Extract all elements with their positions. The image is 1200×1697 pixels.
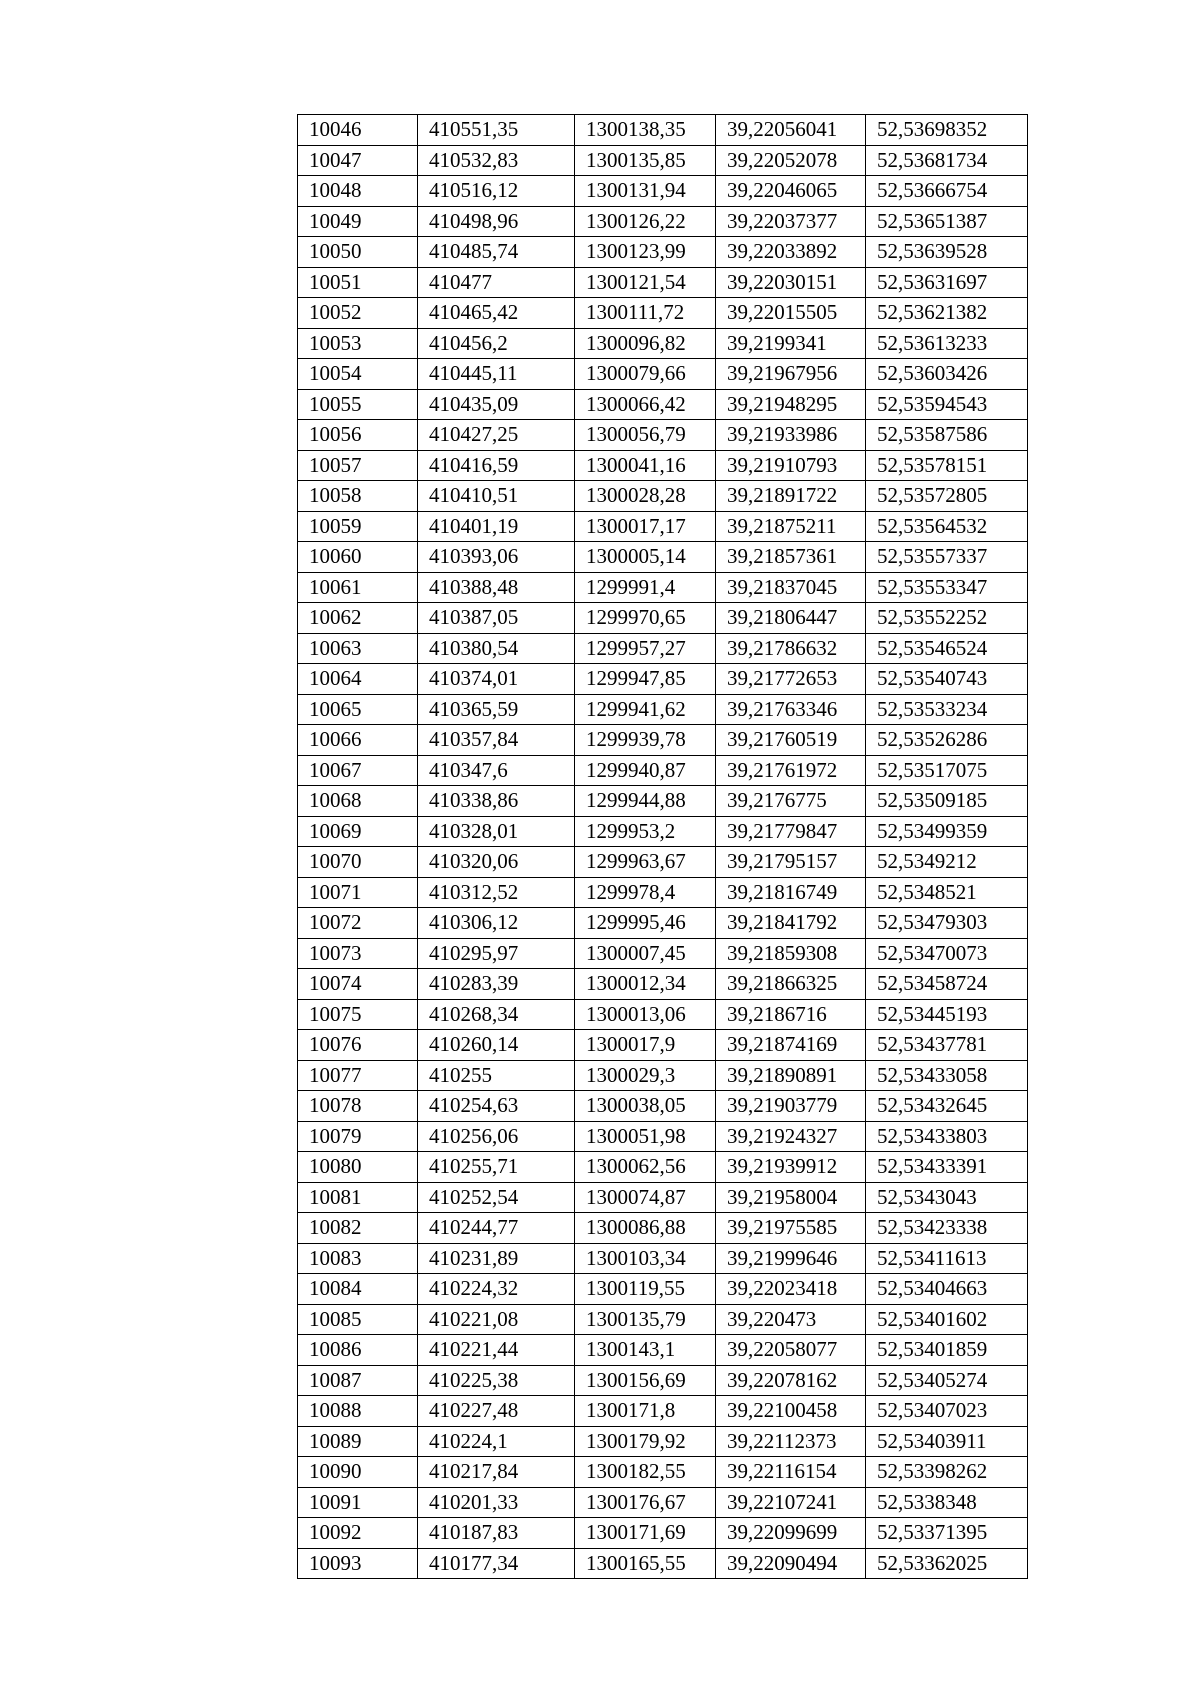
point-id-cell: 10064 <box>298 664 418 695</box>
latitude-cell: 52,53432645 <box>866 1091 1028 1122</box>
y-coordinate-cell: 1299963,67 <box>575 847 716 878</box>
point-id-cell: 10091 <box>298 1487 418 1518</box>
x-coordinate-cell: 410435,09 <box>418 389 575 420</box>
longitude-cell: 39,21779847 <box>716 816 866 847</box>
y-coordinate-cell: 1300005,14 <box>575 542 716 573</box>
longitude-cell: 39,21866325 <box>716 969 866 1000</box>
longitude-cell: 39,22078162 <box>716 1365 866 1396</box>
y-coordinate-cell: 1300029,3 <box>575 1060 716 1091</box>
point-id-cell: 10062 <box>298 603 418 634</box>
point-id-cell: 10078 <box>298 1091 418 1122</box>
longitude-cell: 39,21786632 <box>716 633 866 664</box>
latitude-cell: 52,53631697 <box>866 267 1028 298</box>
table-row <box>298 694 1028 725</box>
y-coordinate-cell: 1300056,79 <box>575 420 716 451</box>
longitude-cell: 39,21948295 <box>716 389 866 420</box>
coordinates-table <box>297 114 1028 1579</box>
longitude-cell: 39,21857361 <box>716 542 866 573</box>
table-row <box>298 816 1028 847</box>
point-id-cell: 10052 <box>298 298 418 329</box>
point-id-cell: 10092 <box>298 1518 418 1549</box>
table-row <box>298 1182 1028 1213</box>
point-id-cell: 10054 <box>298 359 418 390</box>
point-id-cell: 10090 <box>298 1457 418 1488</box>
point-id-cell: 10060 <box>298 542 418 573</box>
point-id-cell: 10073 <box>298 938 418 969</box>
longitude-cell: 39,21890891 <box>716 1060 866 1091</box>
x-coordinate-cell: 410387,05 <box>418 603 575 634</box>
x-coordinate-cell: 410255,71 <box>418 1152 575 1183</box>
longitude-cell: 39,21891722 <box>716 481 866 512</box>
latitude-cell: 52,53470073 <box>866 938 1028 969</box>
table-row <box>298 786 1028 817</box>
point-id-cell: 10083 <box>298 1243 418 1274</box>
longitude-cell: 39,2186716 <box>716 999 866 1030</box>
table-row <box>298 1335 1028 1366</box>
latitude-cell: 52,53398262 <box>866 1457 1028 1488</box>
point-id-cell: 10071 <box>298 877 418 908</box>
point-id-cell: 10067 <box>298 755 418 786</box>
point-id-cell: 10050 <box>298 237 418 268</box>
y-coordinate-cell: 1300111,72 <box>575 298 716 329</box>
table-row <box>298 176 1028 207</box>
x-coordinate-cell: 410255 <box>418 1060 575 1091</box>
y-coordinate-cell: 1300079,66 <box>575 359 716 390</box>
point-id-cell: 10047 <box>298 145 418 176</box>
y-coordinate-cell: 1300135,85 <box>575 145 716 176</box>
y-coordinate-cell: 1300138,35 <box>575 115 716 146</box>
longitude-cell: 39,2199341 <box>716 328 866 359</box>
point-id-cell: 10056 <box>298 420 418 451</box>
table-row <box>298 298 1028 329</box>
longitude-cell: 39,21763346 <box>716 694 866 725</box>
y-coordinate-cell: 1300086,88 <box>575 1213 716 1244</box>
latitude-cell: 52,53587586 <box>866 420 1028 451</box>
table-row <box>298 1213 1028 1244</box>
latitude-cell: 52,53698352 <box>866 115 1028 146</box>
table-row <box>298 1121 1028 1152</box>
y-coordinate-cell: 1300182,55 <box>575 1457 716 1488</box>
x-coordinate-cell: 410551,35 <box>418 115 575 146</box>
longitude-cell: 39,21837045 <box>716 572 866 603</box>
point-id-cell: 10081 <box>298 1182 418 1213</box>
x-coordinate-cell: 410177,34 <box>418 1548 575 1579</box>
y-coordinate-cell: 1300074,87 <box>575 1182 716 1213</box>
table-row <box>298 969 1028 1000</box>
longitude-cell: 39,21958004 <box>716 1182 866 1213</box>
latitude-cell: 52,53401859 <box>866 1335 1028 1366</box>
longitude-cell: 39,21999646 <box>716 1243 866 1274</box>
y-coordinate-cell: 1300119,55 <box>575 1274 716 1305</box>
latitude-cell: 52,53405274 <box>866 1365 1028 1396</box>
x-coordinate-cell: 410306,12 <box>418 908 575 939</box>
y-coordinate-cell: 1299944,88 <box>575 786 716 817</box>
x-coordinate-cell: 410357,84 <box>418 725 575 756</box>
latitude-cell: 52,53666754 <box>866 176 1028 207</box>
latitude-cell: 52,53499359 <box>866 816 1028 847</box>
y-coordinate-cell: 1300038,05 <box>575 1091 716 1122</box>
x-coordinate-cell: 410268,34 <box>418 999 575 1030</box>
table-row <box>298 1457 1028 1488</box>
longitude-cell: 39,22116154 <box>716 1457 866 1488</box>
table-row <box>298 115 1028 146</box>
latitude-cell: 52,53362025 <box>866 1548 1028 1579</box>
latitude-cell: 52,53613233 <box>866 328 1028 359</box>
table-row <box>298 1274 1028 1305</box>
latitude-cell: 52,53401602 <box>866 1304 1028 1335</box>
table-row <box>298 633 1028 664</box>
point-id-cell: 10065 <box>298 694 418 725</box>
x-coordinate-cell: 410224,1 <box>418 1426 575 1457</box>
latitude-cell: 52,5348521 <box>866 877 1028 908</box>
longitude-cell: 39,22033892 <box>716 237 866 268</box>
latitude-cell: 52,53639528 <box>866 237 1028 268</box>
y-coordinate-cell: 1300041,16 <box>575 450 716 481</box>
longitude-cell: 39,21806447 <box>716 603 866 634</box>
x-coordinate-cell: 410498,96 <box>418 206 575 237</box>
longitude-cell: 39,21859308 <box>716 938 866 969</box>
table-row <box>298 1304 1028 1335</box>
y-coordinate-cell: 1300179,92 <box>575 1426 716 1457</box>
longitude-cell: 39,22023418 <box>716 1274 866 1305</box>
y-coordinate-cell: 1300176,67 <box>575 1487 716 1518</box>
y-coordinate-cell: 1300017,17 <box>575 511 716 542</box>
y-coordinate-cell: 1300135,79 <box>575 1304 716 1335</box>
point-id-cell: 10051 <box>298 267 418 298</box>
latitude-cell: 52,5349212 <box>866 847 1028 878</box>
y-coordinate-cell: 1300012,34 <box>575 969 716 1000</box>
point-id-cell: 10080 <box>298 1152 418 1183</box>
table-row <box>298 1548 1028 1579</box>
y-coordinate-cell: 1300131,94 <box>575 176 716 207</box>
latitude-cell: 52,53411613 <box>866 1243 1028 1274</box>
point-id-cell: 10085 <box>298 1304 418 1335</box>
latitude-cell: 52,53517075 <box>866 755 1028 786</box>
longitude-cell: 39,21924327 <box>716 1121 866 1152</box>
table-row <box>298 999 1028 1030</box>
longitude-cell: 39,22056041 <box>716 115 866 146</box>
y-coordinate-cell: 1300165,55 <box>575 1548 716 1579</box>
longitude-cell: 39,22015505 <box>716 298 866 329</box>
latitude-cell: 52,53479303 <box>866 908 1028 939</box>
y-coordinate-cell: 1300066,42 <box>575 389 716 420</box>
x-coordinate-cell: 410221,44 <box>418 1335 575 1366</box>
latitude-cell: 52,5343043 <box>866 1182 1028 1213</box>
longitude-cell: 39,21933986 <box>716 420 866 451</box>
x-coordinate-cell: 410187,83 <box>418 1518 575 1549</box>
point-id-cell: 10077 <box>298 1060 418 1091</box>
x-coordinate-cell: 410283,39 <box>418 969 575 1000</box>
latitude-cell: 52,53433058 <box>866 1060 1028 1091</box>
longitude-cell: 39,21761972 <box>716 755 866 786</box>
latitude-cell: 52,53546524 <box>866 633 1028 664</box>
table-row <box>298 755 1028 786</box>
x-coordinate-cell: 410225,38 <box>418 1365 575 1396</box>
point-id-cell: 10058 <box>298 481 418 512</box>
longitude-cell: 39,21874169 <box>716 1030 866 1061</box>
y-coordinate-cell: 1300156,69 <box>575 1365 716 1396</box>
table-row <box>298 1091 1028 1122</box>
x-coordinate-cell: 410445,11 <box>418 359 575 390</box>
table-row <box>298 664 1028 695</box>
longitude-cell: 39,22090494 <box>716 1548 866 1579</box>
latitude-cell: 52,53552252 <box>866 603 1028 634</box>
point-id-cell: 10066 <box>298 725 418 756</box>
longitude-cell: 39,21772653 <box>716 664 866 695</box>
latitude-cell: 52,53403911 <box>866 1426 1028 1457</box>
table-row <box>298 1060 1028 1091</box>
longitude-cell: 39,22037377 <box>716 206 866 237</box>
table-row <box>298 206 1028 237</box>
longitude-cell: 39,21903779 <box>716 1091 866 1122</box>
x-coordinate-cell: 410312,52 <box>418 877 575 908</box>
table-row <box>298 603 1028 634</box>
y-coordinate-cell: 1299957,27 <box>575 633 716 664</box>
x-coordinate-cell: 410328,01 <box>418 816 575 847</box>
point-id-cell: 10061 <box>298 572 418 603</box>
table-row <box>298 237 1028 268</box>
point-id-cell: 10079 <box>298 1121 418 1152</box>
latitude-cell: 52,53603426 <box>866 359 1028 390</box>
x-coordinate-cell: 410532,83 <box>418 145 575 176</box>
point-id-cell: 10070 <box>298 847 418 878</box>
latitude-cell: 52,53578151 <box>866 450 1028 481</box>
y-coordinate-cell: 1299995,46 <box>575 908 716 939</box>
table-row <box>298 267 1028 298</box>
y-coordinate-cell: 1300051,98 <box>575 1121 716 1152</box>
point-id-cell: 10068 <box>298 786 418 817</box>
latitude-cell: 52,53423338 <box>866 1213 1028 1244</box>
latitude-cell: 52,53564532 <box>866 511 1028 542</box>
latitude-cell: 52,53533234 <box>866 694 1028 725</box>
longitude-cell: 39,21841792 <box>716 908 866 939</box>
x-coordinate-cell: 410374,01 <box>418 664 575 695</box>
table-row <box>298 359 1028 390</box>
latitude-cell: 52,53437781 <box>866 1030 1028 1061</box>
x-coordinate-cell: 410401,19 <box>418 511 575 542</box>
longitude-cell: 39,2176775 <box>716 786 866 817</box>
longitude-cell: 39,22058077 <box>716 1335 866 1366</box>
latitude-cell: 52,53651387 <box>866 206 1028 237</box>
latitude-cell: 52,53540743 <box>866 664 1028 695</box>
table-row <box>298 542 1028 573</box>
y-coordinate-cell: 1300121,54 <box>575 267 716 298</box>
x-coordinate-cell: 410221,08 <box>418 1304 575 1335</box>
y-coordinate-cell: 1300017,9 <box>575 1030 716 1061</box>
table-row <box>298 1030 1028 1061</box>
x-coordinate-cell: 410201,33 <box>418 1487 575 1518</box>
latitude-cell: 52,53371395 <box>866 1518 1028 1549</box>
x-coordinate-cell: 410427,25 <box>418 420 575 451</box>
point-id-cell: 10082 <box>298 1213 418 1244</box>
point-id-cell: 10088 <box>298 1396 418 1427</box>
point-id-cell: 10055 <box>298 389 418 420</box>
table-row <box>298 725 1028 756</box>
point-id-cell: 10057 <box>298 450 418 481</box>
latitude-cell: 52,5338348 <box>866 1487 1028 1518</box>
x-coordinate-cell: 410254,63 <box>418 1091 575 1122</box>
longitude-cell: 39,22107241 <box>716 1487 866 1518</box>
latitude-cell: 52,53681734 <box>866 145 1028 176</box>
y-coordinate-cell: 1300007,45 <box>575 938 716 969</box>
y-coordinate-cell: 1300126,22 <box>575 206 716 237</box>
x-coordinate-cell: 410252,54 <box>418 1182 575 1213</box>
point-id-cell: 10046 <box>298 115 418 146</box>
point-id-cell: 10089 <box>298 1426 418 1457</box>
point-id-cell: 10069 <box>298 816 418 847</box>
table-row <box>298 1518 1028 1549</box>
x-coordinate-cell: 410260,14 <box>418 1030 575 1061</box>
longitude-cell: 39,21939912 <box>716 1152 866 1183</box>
x-coordinate-cell: 410380,54 <box>418 633 575 664</box>
table-row <box>298 908 1028 939</box>
latitude-cell: 52,53404663 <box>866 1274 1028 1305</box>
point-id-cell: 10087 <box>298 1365 418 1396</box>
point-id-cell: 10072 <box>298 908 418 939</box>
x-coordinate-cell: 410217,84 <box>418 1457 575 1488</box>
table-row <box>298 420 1028 451</box>
table-row <box>298 1426 1028 1457</box>
x-coordinate-cell: 410231,89 <box>418 1243 575 1274</box>
y-coordinate-cell: 1300171,8 <box>575 1396 716 1427</box>
point-id-cell: 10049 <box>298 206 418 237</box>
y-coordinate-cell: 1299978,4 <box>575 877 716 908</box>
y-coordinate-cell: 1300171,69 <box>575 1518 716 1549</box>
longitude-cell: 39,21875211 <box>716 511 866 542</box>
y-coordinate-cell: 1300013,06 <box>575 999 716 1030</box>
latitude-cell: 52,53445193 <box>866 999 1028 1030</box>
y-coordinate-cell: 1299991,4 <box>575 572 716 603</box>
y-coordinate-cell: 1299953,2 <box>575 816 716 847</box>
x-coordinate-cell: 410295,97 <box>418 938 575 969</box>
longitude-cell: 39,21795157 <box>716 847 866 878</box>
x-coordinate-cell: 410244,77 <box>418 1213 575 1244</box>
longitude-cell: 39,22099699 <box>716 1518 866 1549</box>
y-coordinate-cell: 1299970,65 <box>575 603 716 634</box>
longitude-cell: 39,21760519 <box>716 725 866 756</box>
x-coordinate-cell: 410224,32 <box>418 1274 575 1305</box>
coordinates-table-body <box>298 115 1028 1579</box>
point-id-cell: 10048 <box>298 176 418 207</box>
latitude-cell: 52,53553347 <box>866 572 1028 603</box>
point-id-cell: 10075 <box>298 999 418 1030</box>
x-coordinate-cell: 410256,06 <box>418 1121 575 1152</box>
longitude-cell: 39,21816749 <box>716 877 866 908</box>
table-row <box>298 481 1028 512</box>
y-coordinate-cell: 1300123,99 <box>575 237 716 268</box>
y-coordinate-cell: 1300028,28 <box>575 481 716 512</box>
y-coordinate-cell: 1299940,87 <box>575 755 716 786</box>
x-coordinate-cell: 410388,48 <box>418 572 575 603</box>
latitude-cell: 52,53433391 <box>866 1152 1028 1183</box>
latitude-cell: 52,53433803 <box>866 1121 1028 1152</box>
point-id-cell: 10093 <box>298 1548 418 1579</box>
y-coordinate-cell: 1299939,78 <box>575 725 716 756</box>
x-coordinate-cell: 410465,42 <box>418 298 575 329</box>
longitude-cell: 39,22100458 <box>716 1396 866 1427</box>
x-coordinate-cell: 410456,2 <box>418 328 575 359</box>
point-id-cell: 10053 <box>298 328 418 359</box>
x-coordinate-cell: 410485,74 <box>418 237 575 268</box>
x-coordinate-cell: 410393,06 <box>418 542 575 573</box>
x-coordinate-cell: 410416,59 <box>418 450 575 481</box>
x-coordinate-cell: 410338,86 <box>418 786 575 817</box>
point-id-cell: 10063 <box>298 633 418 664</box>
x-coordinate-cell: 410516,12 <box>418 176 575 207</box>
x-coordinate-cell: 410365,59 <box>418 694 575 725</box>
point-id-cell: 10074 <box>298 969 418 1000</box>
point-id-cell: 10086 <box>298 1335 418 1366</box>
y-coordinate-cell: 1300143,1 <box>575 1335 716 1366</box>
table-row <box>298 450 1028 481</box>
table-row <box>298 1396 1028 1427</box>
latitude-cell: 52,53621382 <box>866 298 1028 329</box>
latitude-cell: 52,53557337 <box>866 542 1028 573</box>
y-coordinate-cell: 1300103,34 <box>575 1243 716 1274</box>
longitude-cell: 39,21975585 <box>716 1213 866 1244</box>
point-id-cell: 10059 <box>298 511 418 542</box>
table-row <box>298 1243 1028 1274</box>
table-row <box>298 1487 1028 1518</box>
longitude-cell: 39,21967956 <box>716 359 866 390</box>
longitude-cell: 39,21910793 <box>716 450 866 481</box>
table-row <box>298 511 1028 542</box>
longitude-cell: 39,22030151 <box>716 267 866 298</box>
latitude-cell: 52,53458724 <box>866 969 1028 1000</box>
table-row <box>298 389 1028 420</box>
longitude-cell: 39,22046065 <box>716 176 866 207</box>
table-row <box>298 847 1028 878</box>
latitude-cell: 52,53407023 <box>866 1396 1028 1427</box>
longitude-cell: 39,22052078 <box>716 145 866 176</box>
x-coordinate-cell: 410347,6 <box>418 755 575 786</box>
latitude-cell: 52,53509185 <box>866 786 1028 817</box>
latitude-cell: 52,53594543 <box>866 389 1028 420</box>
table-row <box>298 1365 1028 1396</box>
point-id-cell: 10084 <box>298 1274 418 1305</box>
y-coordinate-cell: 1299947,85 <box>575 664 716 695</box>
longitude-cell: 39,22112373 <box>716 1426 866 1457</box>
y-coordinate-cell: 1299941,62 <box>575 694 716 725</box>
x-coordinate-cell: 410320,06 <box>418 847 575 878</box>
x-coordinate-cell: 410410,51 <box>418 481 575 512</box>
x-coordinate-cell: 410227,48 <box>418 1396 575 1427</box>
table-row <box>298 1152 1028 1183</box>
y-coordinate-cell: 1300062,56 <box>575 1152 716 1183</box>
x-coordinate-cell: 410477 <box>418 267 575 298</box>
table-row <box>298 572 1028 603</box>
table-row <box>298 938 1028 969</box>
longitude-cell: 39,220473 <box>716 1304 866 1335</box>
table-row <box>298 877 1028 908</box>
table-row <box>298 145 1028 176</box>
table-row <box>298 328 1028 359</box>
latitude-cell: 52,53572805 <box>866 481 1028 512</box>
y-coordinate-cell: 1300096,82 <box>575 328 716 359</box>
latitude-cell: 52,53526286 <box>866 725 1028 756</box>
point-id-cell: 10076 <box>298 1030 418 1061</box>
